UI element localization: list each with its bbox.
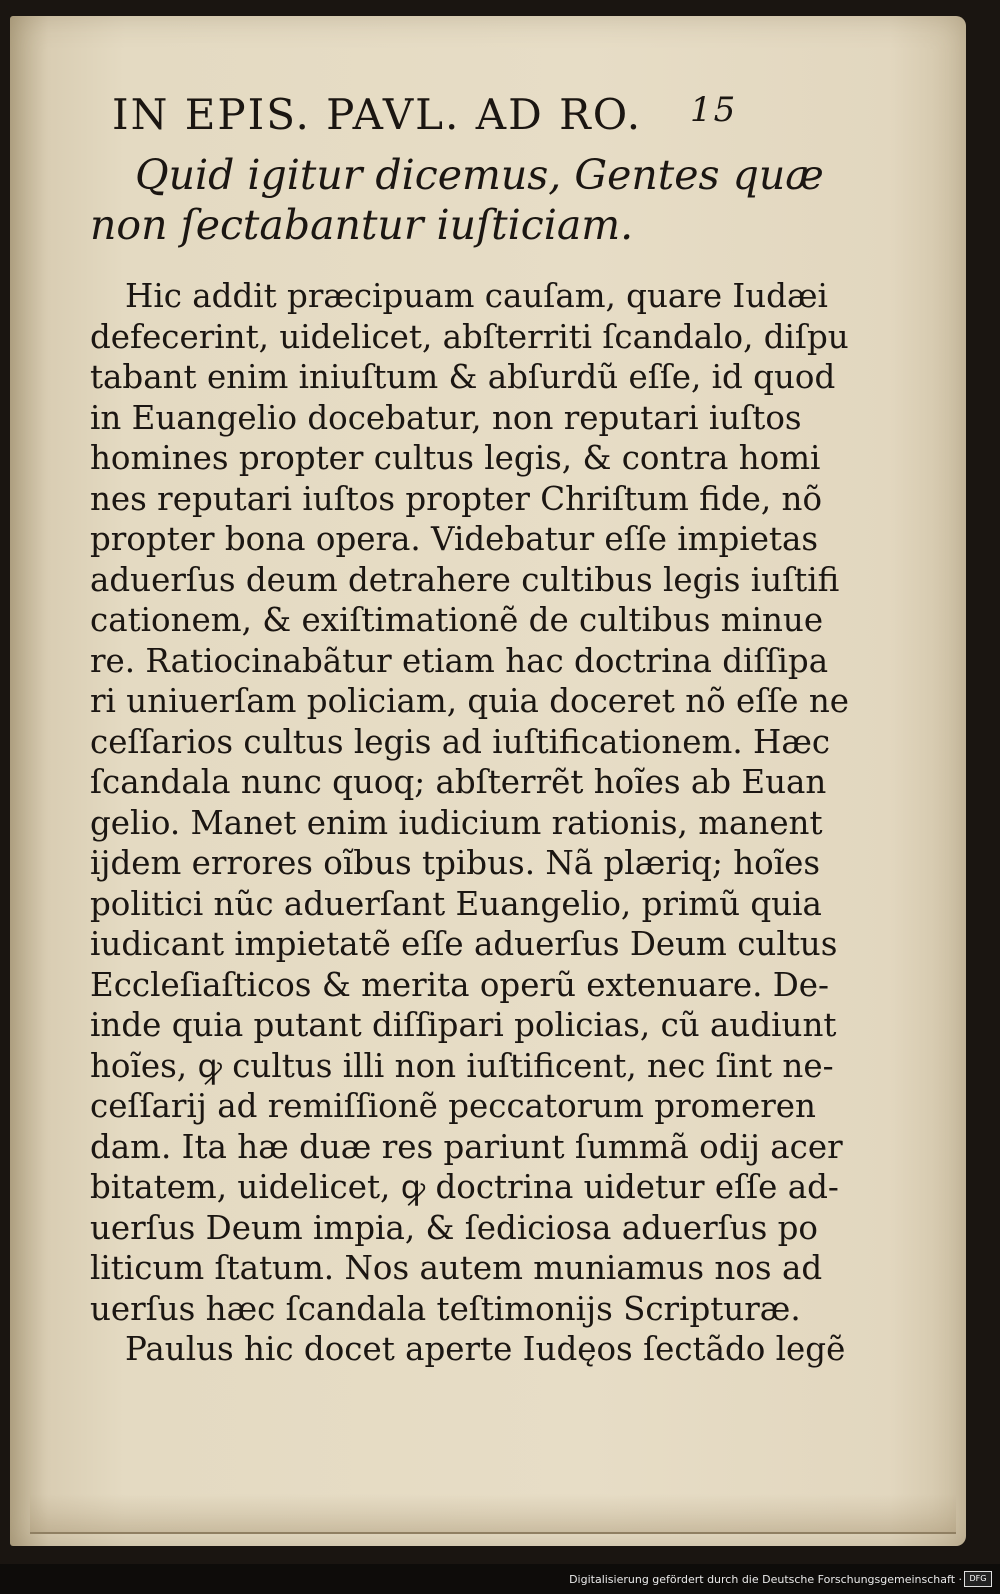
text-line: homines propter cultus legis, & contra homi [90, 439, 821, 477]
text-line: liticum ſtatum. Nos autem muniamus nos ad [90, 1249, 823, 1287]
text-line: ijdem errores oĩbus tpibus. Nã plæriq; hoĩes [90, 844, 821, 882]
text-line: in Euangelio docebatur, non reputari iuſtos [90, 398, 802, 437]
text-line: Paulus hic docet aperte Iudęos ſectãdo legẽ [125, 1330, 846, 1368]
folio-number: 15 [690, 90, 738, 130]
text-line: inde quia putant diſſipari policias, cũ audiunt [90, 1006, 837, 1044]
heading-line: non ſectabantur iuſticiam. [90, 201, 634, 249]
body-text [90, 276, 870, 1370]
text-line: hoĩes, ꝙ cultus illi non iuſtificent, nec ſint ne- [90, 1046, 834, 1085]
text-line: uerſus hæc ſcandala teſtimonijs Scripturæ. [90, 1289, 801, 1328]
running-head [90, 90, 870, 146]
text-line: propter bona opera. Videbatur eſſe impietas [90, 520, 819, 558]
digitization-footer [0, 1564, 1000, 1594]
text-line: bitatem, uidelicet, ꝙ doctrina uidetur eſſe ad- [90, 1168, 839, 1206]
text-line: Hic addit præcipuam cauſam, quare Iudæi [125, 277, 828, 315]
text-line: cationem, & exiſtimationẽ de cultibus minue [90, 601, 824, 639]
text-line: ceſſarios cultus legis ad iuſtificationem. Hæc [90, 722, 831, 761]
text-line: Eccleſiaſticos & merita operũ extenuare. De- [90, 965, 830, 1004]
text-line: ri uniuerſam policiam, quia doceret nõ eſſe ne [90, 682, 850, 720]
text-line: tabant enim iniuſtum & abſurdũ eſſe, id quod [90, 358, 836, 396]
running-head-title: IN EPIS. PAVL. AD RO. [112, 90, 643, 139]
text-line: aduerſus deum detrahere cultibus legis iuſtifi [90, 560, 840, 599]
text-line: ſcandala nunc quoq; abſterrẽt hoĩes ab Euan [90, 763, 827, 801]
text-line: politici nũc aduerſant Euangelio, primũ quia [90, 884, 822, 923]
text-line: ceſſarij ad remiſſionẽ peccatorum promeren [90, 1087, 816, 1125]
text-line: nes reputari iuſtos propter Chriſtum fide, nõ [90, 479, 823, 518]
text-line: re. Ratiocinabãtur etiam hac doctrina diſſipa [90, 641, 829, 680]
text-line: gelio. Manet enim iudicium rationis, manent [90, 803, 823, 842]
text-line: defecerint, uidelicet, abſterriti ſcandalo, diſpu [90, 317, 849, 356]
text-line: dam. Ita hæ duæ res pariunt ſummã odij acer [90, 1127, 843, 1166]
dfg-logo: DFG [964, 1571, 992, 1587]
section-heading [90, 150, 870, 250]
page-text-block [90, 90, 870, 1370]
heading-line: Quid igitur dicemus, Gentes quæ [135, 151, 824, 199]
text-line: uerſus Deum impia, & ſediciosa aduerſus po [90, 1208, 818, 1247]
text-line: iudicant impietatẽ eſſe aduerſus Deum cultus [90, 925, 838, 963]
page-bottom-edge [30, 1494, 956, 1534]
funding-credit: Digitalisierung gefördert durch die Deutsche Forschungsgemeinschaft · [569, 1573, 962, 1586]
